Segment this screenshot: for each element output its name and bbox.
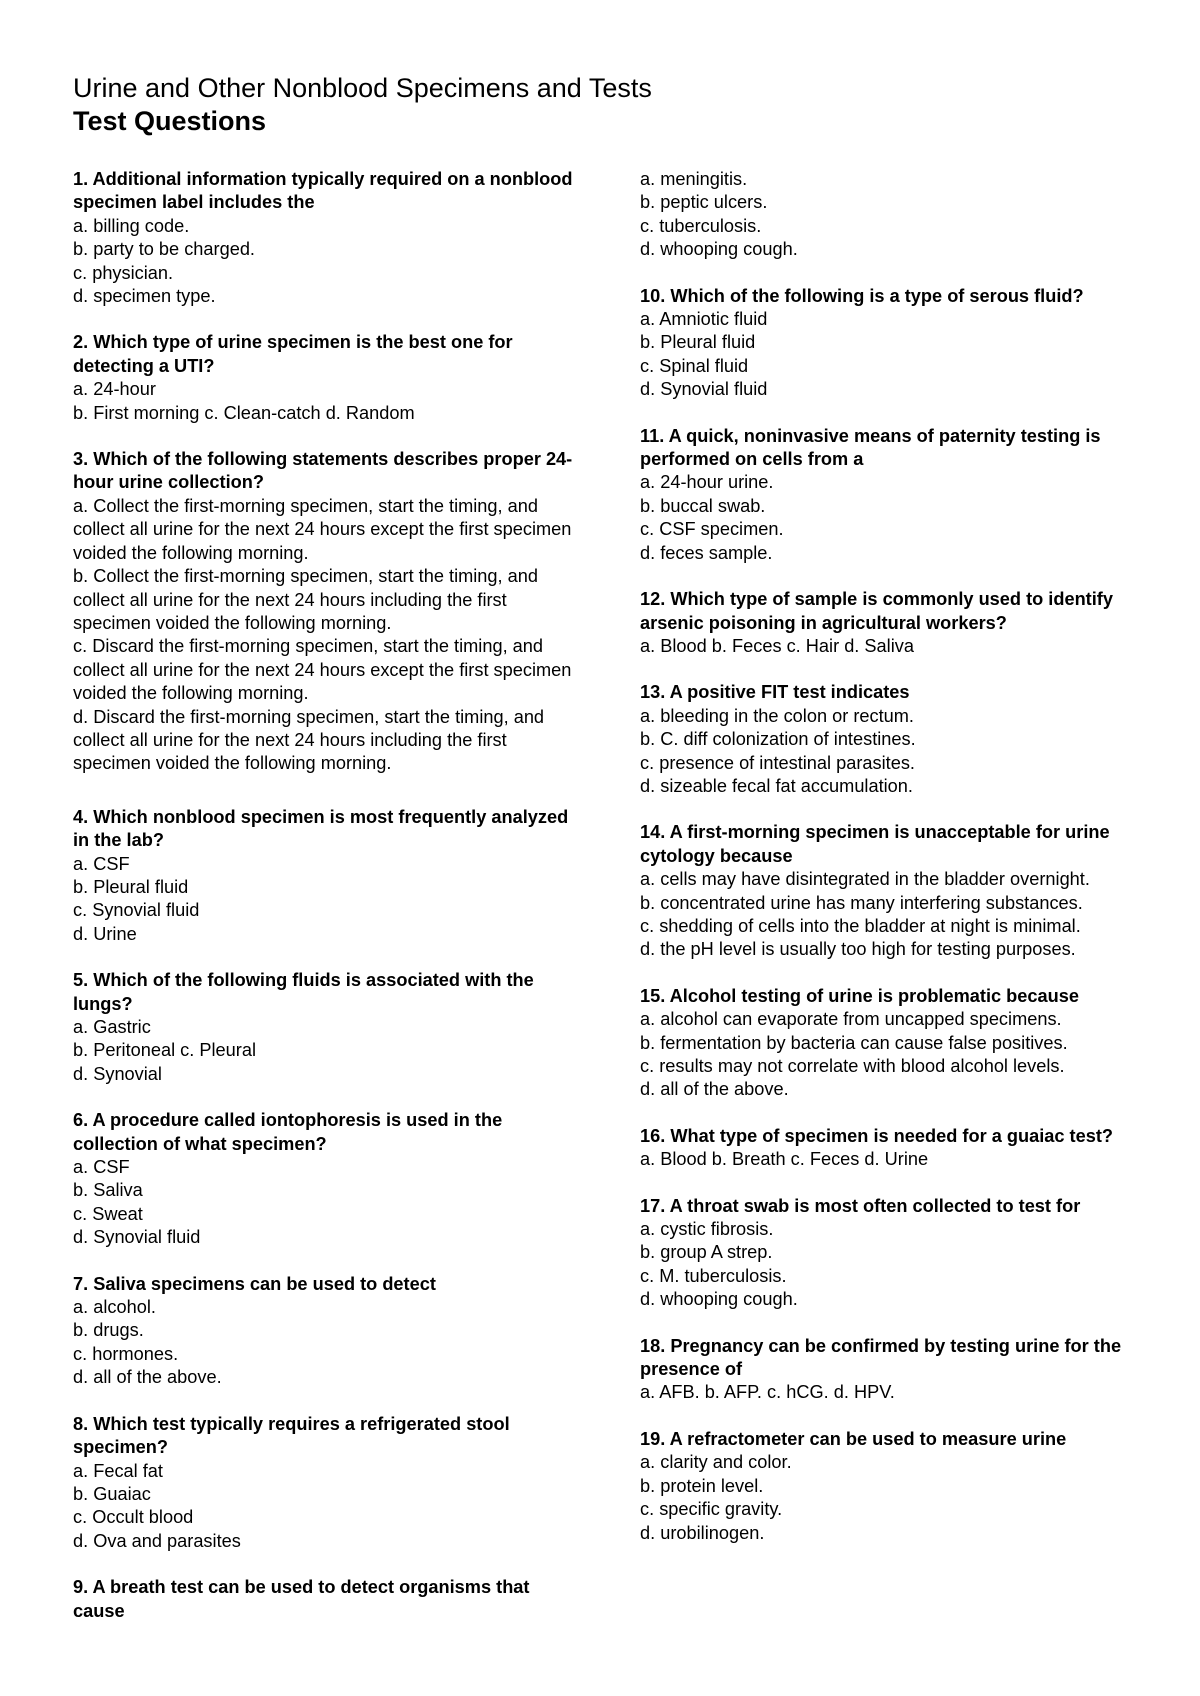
answer-option: b. party to be charged. [73,239,255,260]
question-block [640,1125,1150,1172]
answer-option: b. C. diff colonization of intestines. [640,729,916,750]
question-block [640,168,1150,262]
answer-option: c. CSF specimen. [640,519,784,540]
answer-option: b. buccal swab. [640,495,766,516]
answer-option: b. concentrated urine has many interfering substances. [640,892,1083,913]
answer-option: a. Gastric [73,1017,151,1037]
question-text: 1. Additional information typically required on a nonblood specimen label includes the [73,169,573,213]
question-block [73,806,573,946]
document-header [73,72,652,138]
answer-option: c. Occult blood [73,1507,194,1528]
question-block [73,1576,573,1623]
answer-option: d. Synovial fluid [73,1227,201,1248]
question-block [640,1335,1150,1405]
question-block [640,681,1150,798]
answer-option: b. Pleural fluid [73,876,189,897]
answer-option: c. specific gravity. [640,1499,783,1520]
question-text: 6. A procedure called iontophoresis is used in the collection of what specimen? [73,1110,503,1154]
answer-option: d. whooping cough. [640,239,798,260]
answer-option: a. clarity and color. [640,1452,792,1473]
answer-option: d. sizeable fecal fat accumulation. [640,775,913,796]
answer-option: d. all of the above. [640,1079,789,1100]
answer-option: a. billing code. [73,215,190,236]
answer-option: a. meningitis. [640,169,748,189]
question-text: 15. Alcohol testing of urine is problematic because [640,985,1079,1006]
answer-option: d. Synovial fluid [640,379,768,400]
answer-option: d. whooping cough. [640,1289,798,1310]
answer-option: d. Synovial [73,1063,162,1084]
answer-option: a. Blood b. Breath c. Feces d. Urine [640,1149,929,1170]
answer-option: c. hormones. [73,1343,179,1364]
question-text: 7. Saliva specimens can be used to detect [73,1273,436,1294]
question-text: 11. A quick, noninvasive means of paternity testing is performed on cells from a [640,425,1101,470]
answer-option: c. presence of intestinal parasites. [640,752,915,773]
answer-option: a. Blood b. Feces c. Hair d. Saliva [640,635,914,656]
answer-option: c. shedding of cells into the bladder at night is minimal. [640,915,1081,936]
answer-option: d. urobilinogen. [640,1522,765,1543]
question-text: 3. Which of the following statements describes proper 24-hour urine collection? [73,449,573,493]
answer-option: a. 24-hour [73,379,156,400]
answer-option: a. CSF [73,1157,130,1178]
answer-option: d. all of the above. [73,1367,222,1388]
answer-option: c. Spinal fluid [640,355,749,376]
answer-option: a. AFB. b. AFP. c. hCG. d. HPV. [640,1382,895,1403]
question-block [640,821,1150,961]
question-text: 9. A breath test can be used to detect organisms that cause [73,1577,530,1621]
answer-option: a. 24-hour urine. [640,472,774,493]
question-text: 16. What type of specimen is needed for a guaiac test? [640,1125,1113,1146]
answer-option: b. Collect the first-morning specimen, start the timing, and collect all urine for the next 24 hours including the first specimen voided the following morning. [73,566,538,633]
answer-option: b. Guaiac [73,1483,151,1504]
question-block [73,1413,573,1553]
answer-option: b. drugs. [73,1320,144,1341]
answer-option: d. specimen type. [73,286,216,307]
right-question-column [640,168,1150,1568]
answer-option: d. Urine [73,923,137,944]
answer-option: d. the pH level is usually too high for testing purposes. [640,939,1076,960]
answer-option: a. alcohol can evaporate from uncapped specimens. [640,1009,1062,1030]
answer-option: a. cells may have disintegrated in the bladder overnight. [640,869,1090,890]
document-subtitle: Test Questions [73,106,267,136]
answer-option: b. Saliva [73,1180,143,1201]
answer-option: c. Synovial fluid [73,900,200,921]
question-block [640,985,1150,1102]
question-block [73,1273,573,1390]
answer-option: d. Ova and parasites [73,1530,241,1551]
question-text: 8. Which test typically requires a refrigerated stool specimen? [73,1413,510,1458]
question-block [640,285,1150,402]
answer-option: a. Fecal fat [73,1460,163,1481]
question-block [73,1109,573,1249]
answer-option: a. alcohol. [73,1297,156,1318]
answer-option: b. fermentation by bacteria can cause false positives. [640,1032,1068,1053]
question-block [73,448,573,776]
question-block [640,588,1150,658]
answer-option: b. Peritoneal c. Pleural [73,1040,256,1061]
answer-option: b. Pleural fluid [640,332,756,353]
answer-option: c. Sweat [73,1203,143,1224]
answer-option: a. cystic fibrosis. [640,1219,774,1240]
question-text: 17. A throat swab is most often collected to test for [640,1195,1081,1216]
document-title: Urine and Other Nonblood Specimens and Tests [73,73,652,103]
question-block [73,969,573,1086]
answer-option: a. Amniotic fluid [640,309,768,330]
answer-option: d. Discard the first-morning specimen, start the timing, and collect all urine for the next 24 hours including the first specimen voided the following morning. [73,706,545,774]
question-text: 18. Pregnancy can be confirmed by testing urine for the presence of [640,1335,1122,1380]
question-text: 4. Which nonblood specimen is most frequently analyzed in the lab? [73,806,569,851]
question-text: 2. Which type of urine specimen is the best one for detecting a UTI? [73,332,513,376]
question-text: 13. A positive FIT test indicates [640,682,910,703]
question-text: 10. Which of the following is a type of serous fluid? [640,285,1084,306]
question-text: 12. Which type of sample is commonly used to identify arsenic poisoning in agricultural workers? [640,589,1113,633]
answer-option: c. physician. [73,262,174,283]
answer-option: a. Collect the first-morning specimen, start the timing, and collect all urine for the next 24 hours except the first specimen voided the following morning. [73,495,572,563]
left-question-column [73,168,573,1646]
question-block [640,1195,1150,1312]
answer-option: a. CSF [73,853,130,874]
answer-option: c. M. tuberculosis. [640,1265,787,1286]
answer-option: c. Discard the first-morning specimen, start the timing, and collect all urine for the next 24 hours except the first specimen voided the following morning. [73,636,572,704]
answer-option: a. bleeding in the colon or rectum. [640,705,914,726]
answer-option: b. First morning c. Clean-catch d. Random [73,402,415,423]
answer-option: b. group A strep. [640,1242,773,1263]
question-block [73,331,573,425]
question-block [640,425,1150,565]
answer-option: b. peptic ulcers. [640,192,768,213]
question-block [640,1428,1150,1545]
question-block [73,168,573,308]
question-text: 14. A first-morning specimen is unacceptable for urine cytology because [640,822,1110,866]
question-text: 5. Which of the following fluids is associated with the lungs? [73,970,534,1014]
answer-option: b. protein level. [640,1475,764,1496]
answer-option: d. feces sample. [640,542,773,563]
answer-option: c. tuberculosis. [640,215,762,236]
question-text: 19. A refractometer can be used to measure urine [640,1428,1067,1449]
answer-option: c. results may not correlate with blood alcohol levels. [640,1056,1065,1076]
